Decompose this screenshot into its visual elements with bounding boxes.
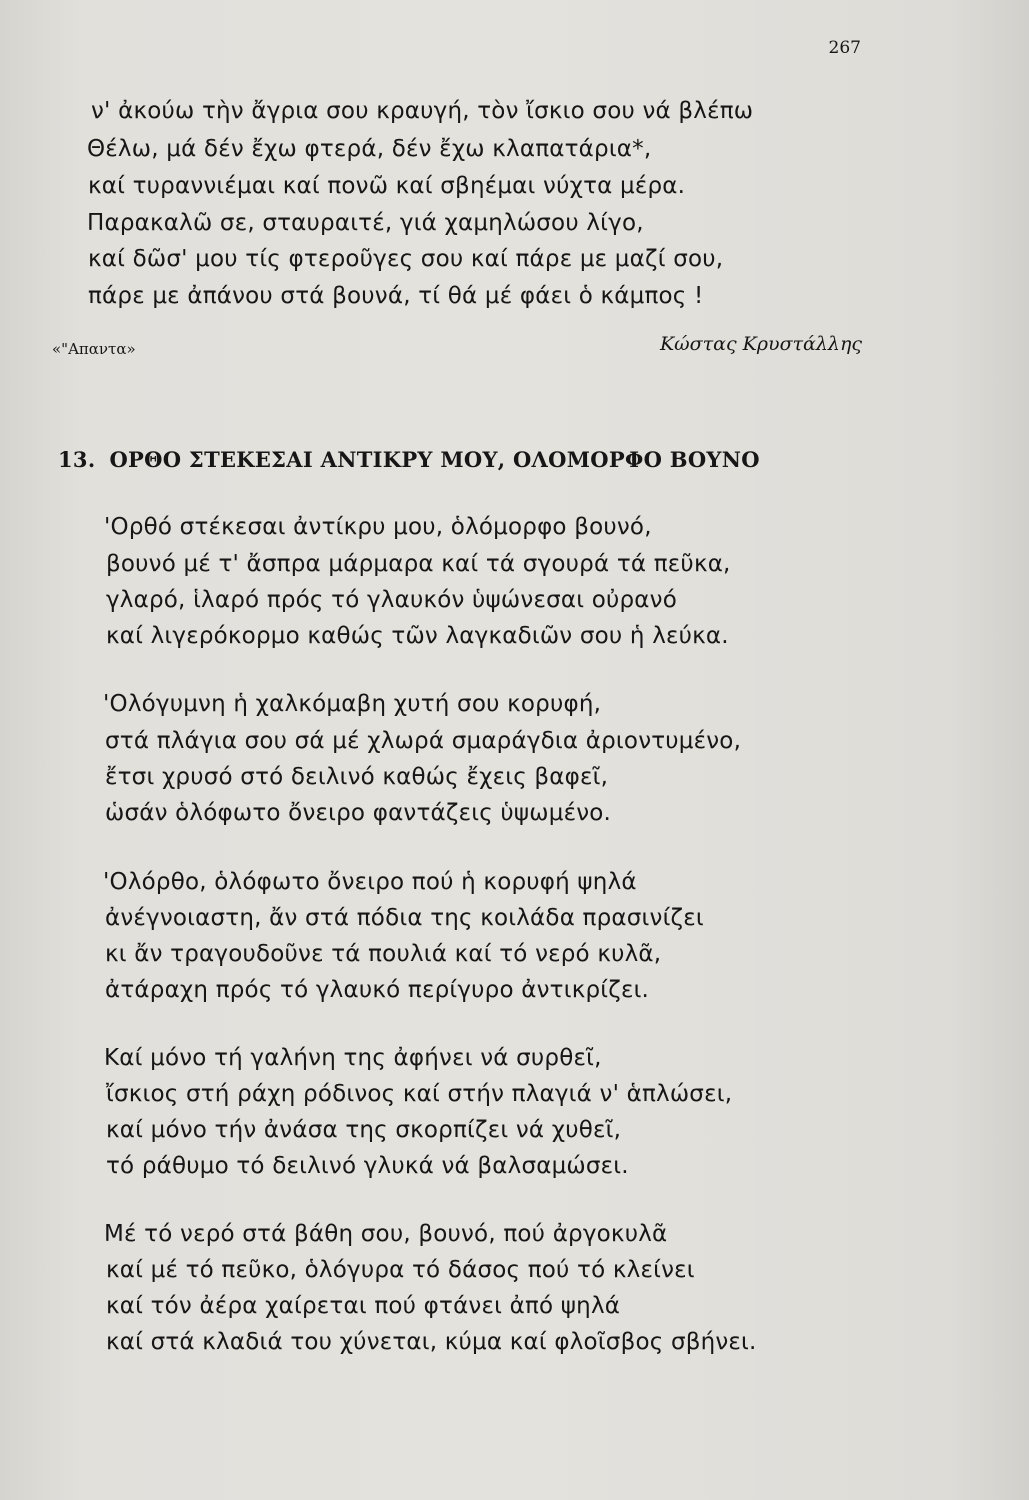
poem-line: τό ράθυμο τό δειλινό γλυκά νά βαλσαμώσει. [106, 1153, 629, 1179]
poem-line: Καί μόνο τή γαλήνη της ἀφήνει νά συρθεῖ, [104, 1045, 602, 1071]
poem-line: ἀτάραχη πρός τό γλαυκό περίγυρο ἀντικρίζει. [105, 977, 650, 1003]
poem-line: καί μέ τό πεῦκο, ὁλόγυρα τό δάσος πού τό κλείνει [106, 1257, 695, 1283]
poem-line: καί στά κλαδιά του χύνεται, κύμα καί φλοῖσβος σβήνει. [106, 1329, 757, 1355]
poem-line: ἴσκιος στή ράχη ρόδινος καί στήν πλαγιά ν' ἁπλώσει, [106, 1081, 733, 1107]
poem-line: καί μόνο τήν ἀνάσα της σκορπίζει νά χυθεῖ, [106, 1117, 622, 1143]
poem-line: ὡσάν ὁλόφωτο ὄνειρο φαντάζεις ὑψωμένο. [105, 800, 612, 826]
poem-title [58, 447, 760, 472]
poem-line: καί λιγερόκορμο καθώς τῶν λαγκαδιῶν σου ἡ λεύκα. [106, 623, 729, 649]
poem-line: ἀνέγνοιαστη, ἄν στά πόδια της κοιλάδα πρασινίζει [105, 905, 704, 931]
poem-line: 'Ορθό στέκεσαι ἀντίκρυ μου, ὁλόμορφο βουνό, [104, 514, 652, 540]
author-name: Κώστας Κρυστάλλης [659, 333, 862, 355]
source-citation: «"Απαντα» [52, 340, 136, 358]
poem-line: καί τόν ἀέρα χαίρεται πού φτάνει ἀπό ψηλά [106, 1293, 621, 1319]
poem-line: κι ἄν τραγουδοῦνε τά πουλιά καί τό νερό κυλᾶ, [105, 941, 662, 967]
poem-title-text: ΟΡΘΟ ΣΤΕΚΕΣΑΙ ΑΝΤΙΚΡΥ ΜΟΥ, ΟΛΟΜΟΡΦΟ ΒΟΥΝΟ [109, 447, 760, 472]
poem-line: Θέλω, μά δέν ἔχω φτερά, δέν ἔχω κλαπατάρια*, [87, 136, 652, 162]
poem-line: γλαρό, ἱλαρό πρός τό γλαυκόν ὑψώνεσαι οὐρανό [106, 587, 677, 613]
poem-line: ἔτσι χρυσό στό δειλινό καθώς ἔχεις βαφεῖ, [105, 764, 609, 790]
poem-line: στά πλάγια σου σά μέ χλωρά σμαράγδια ἀριοντυμένο, [105, 728, 742, 754]
poem-number: 13. [58, 447, 96, 472]
poem-line: πάρε με ἀπάνου στά βουνά, τί θά μέ φάει ὁ κάμπος ! [88, 283, 704, 309]
poem-line: καί δῶσ' μου τίς φτεροῦγες σου καί πάρε με μαζί σου, [88, 246, 724, 272]
poem-line: Μέ τό νερό στά βάθη σου, βουνό, πού ἀργοκυλᾶ [104, 1221, 668, 1247]
poem-line: Παρακαλῶ σε, σταυραιτέ, γιά χαμηλώσου λίγο, [87, 210, 644, 236]
poem-line: 'Ολόρθο, ὁλόφωτο ὄνειρο πού ἡ κορυφή ψηλά [103, 869, 637, 895]
poem-line: βουνό μέ τ' ἄσπρα μάρμαρα καί τά σγουρά τά πεῦκα, [106, 551, 731, 577]
poem-line: 'Ολόγυμνη ἡ χαλκόμαβη χυτή σου κορυφή, [103, 691, 602, 717]
poem-line: καί τυραννιέμαι καί πονῶ καί σβηέμαι νύχτα μέρα. [88, 173, 686, 199]
page-number: 267 [828, 38, 861, 58]
poem-line: ν' ἀκούω τὴν ἄγρια σου κραυγή, τὸν ἴσκιο σου νά βλέπω [91, 98, 754, 124]
